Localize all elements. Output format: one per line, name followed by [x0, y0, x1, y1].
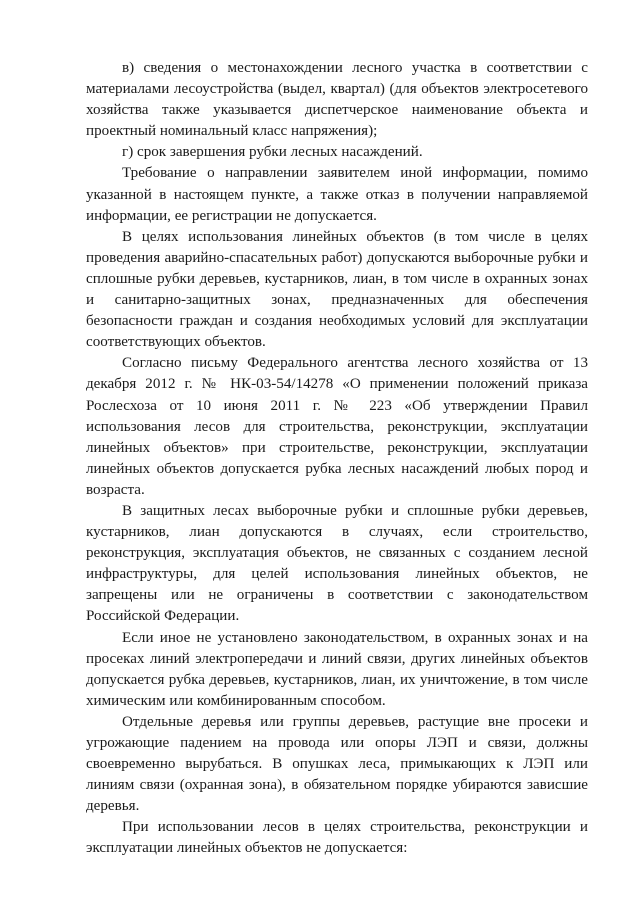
- paragraph-other-info-requirement: Требование о направлении заявителем иной информации, помимо указанной в настоящем пункте, а также отказ в получении направляемой информации, ее регистрации не допускается.: [86, 165, 588, 224]
- paragraph-not-allowed-intro: При использовании лесов в целях строительства, реконструкции и эксплуатации линейных объектов не допускается:: [86, 819, 588, 857]
- paragraph-item-g: г) срок завершения рубки лесных насаждений.: [122, 144, 423, 161]
- paragraph-item-v: в) сведения о местонахождении лесного участка в соответствии с материалами лесоустройства (выдел, квартал) (для объектов электросетевого хозяйства также указывается диспетчерское наименование объекта и проектный номинальный класс напряжения);: [86, 60, 588, 140]
- paragraph-individual-trees: Отдельные деревья или группы деревьев, растущие вне просеки и угрожающие падением на провода или опоры ЛЭП и связи, должны своевременно вырубаться. В опушках леса, примыкающих к ЛЭП или линиям связи (охранная зона), в обязательном порядке убираются зависшие деревья.: [86, 713, 588, 815]
- document-page: [86, 58, 588, 860]
- paragraph-federal-agency-letter: Согласно письму Федерального агентства лесного хозяйства от 13 декабря 2012 г. № НК-03-54/14278 «О применении положений приказа Рослесхоза от 10 июня 2011 г. № 223 «Об утверждении Правил использования лесов для строительства, реконструкции, эксплуатации линейных объектов» при строительстве, реконструкции, эксплуатации линейных объектов допускается рубка лесных насаждений любых пород и возраста.: [86, 355, 588, 498]
- paragraph-protective-forests: В защитных лесах выборочные рубки и сплошные рубки деревьев, кустарников, лиан допускаются в случаях, если строительство, реконструкция, эксплуатация объектов, не связанных с созданием лесной инфраструктуры, для целей использования линейных объектов, не запрещены или не ограничены в соответствии с законодательством Российской Федерации.: [86, 502, 588, 625]
- paragraph-protection-zones: Если иное не установлено законодательством, в охранных зонах и на просеках линий электропередачи и линий связи, других линейных объектов допускается рубка деревьев, кустарников, лиан, их уничтожение, в том числе химическим или комбинированным способом.: [86, 629, 588, 709]
- paragraph-linear-objects-cutting: В целях использования линейных объектов (в том числе в целях проведения аварийно-спасательных работ) допускаются выборочные рубки и сплошные рубки деревьев, кустарников, лиан, в том числе в охранных зонах и санитарно-защитных зонах, предназначенных для обеспечения безопасности граждан и создания необходимых условий для эксплуатации соответствующих объектов.: [86, 228, 588, 351]
